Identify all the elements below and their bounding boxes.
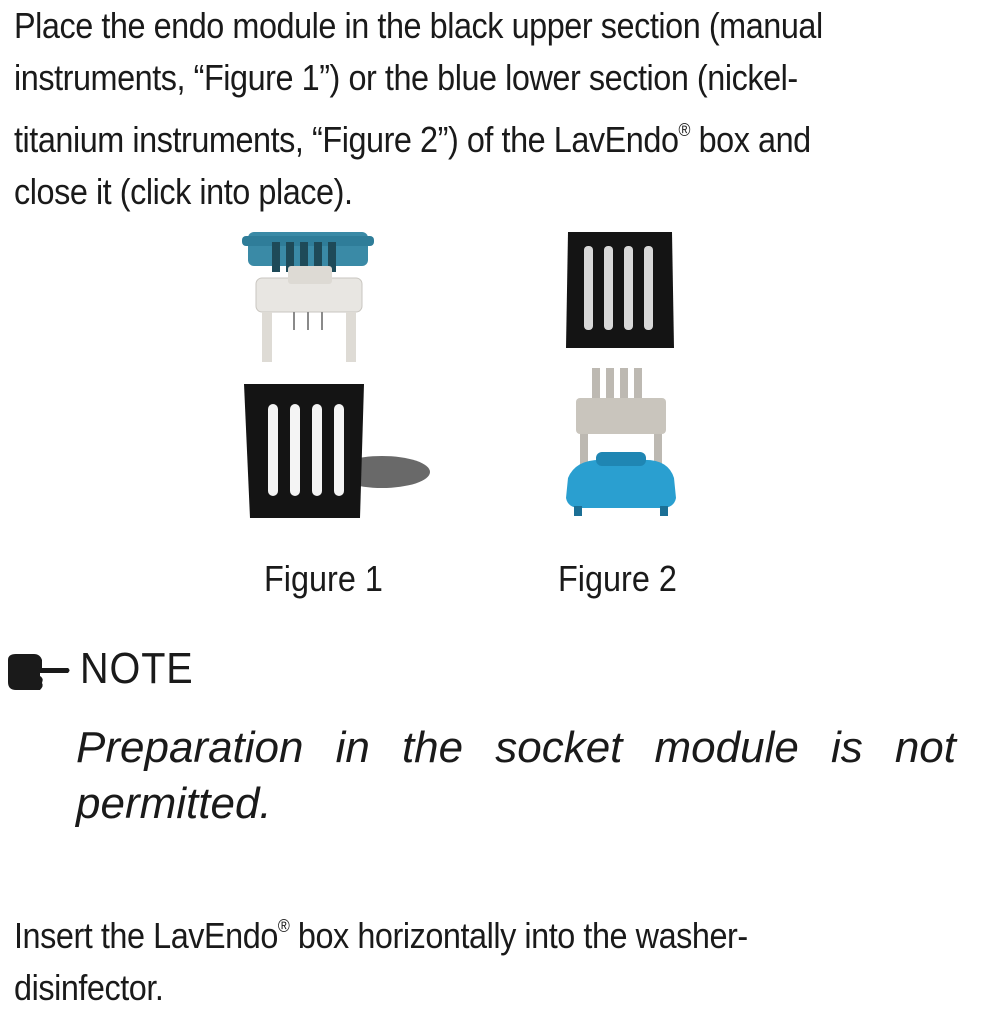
registered-mark: ® [678, 120, 691, 140]
figure-2-caption: Figure 2 [558, 558, 677, 599]
note-body [76, 720, 956, 832]
figure-1-caption: Figure 1 [264, 558, 383, 599]
registered-mark: ® [277, 916, 290, 936]
intro-line-2: instruments, “Figure 1”) or the blue lower section (nickel- [14, 57, 798, 98]
note-line-2: permitted. [76, 779, 272, 828]
outro-line-1-suffix: box horizontally into the washer- [289, 915, 748, 956]
socket-leg-right [346, 312, 356, 362]
intro-line-4: close it (click into place). [14, 171, 353, 212]
black-box-lid [566, 232, 674, 348]
note-line-1: Preparation in the socket module is not [76, 723, 956, 772]
outro-line-2: disinfector. [14, 967, 164, 1008]
outro-line-1 [14, 900, 973, 962]
blue-foot-right [660, 506, 668, 516]
white-socket-top [288, 266, 332, 284]
figure-1-image [232, 222, 442, 532]
pointing-hand-icon [4, 650, 72, 696]
intro-paragraph [14, 0, 973, 218]
blue-base [566, 460, 676, 508]
outro-paragraph [14, 900, 973, 1014]
socket-pins [294, 312, 322, 330]
intro-line-3-text: titanium instruments, “Figure 2”) of the LavEndo [14, 119, 679, 160]
figure-2-image [556, 222, 706, 532]
blue-base-top [596, 452, 646, 466]
blue-foot-left [574, 506, 582, 516]
instrument-pins [592, 368, 642, 402]
black-box-section [244, 384, 364, 518]
intro-line-1: Place the endo module in the black upper section (manual [14, 5, 823, 46]
outro-line-1-prefix: Insert the LavEndo [14, 915, 278, 956]
socket-leg-left [262, 312, 272, 362]
intro-line-3-suffix: box and [690, 119, 811, 160]
intro-line-3 [14, 104, 973, 166]
grey-socket [576, 398, 666, 434]
note-title: NOTE [80, 644, 194, 693]
